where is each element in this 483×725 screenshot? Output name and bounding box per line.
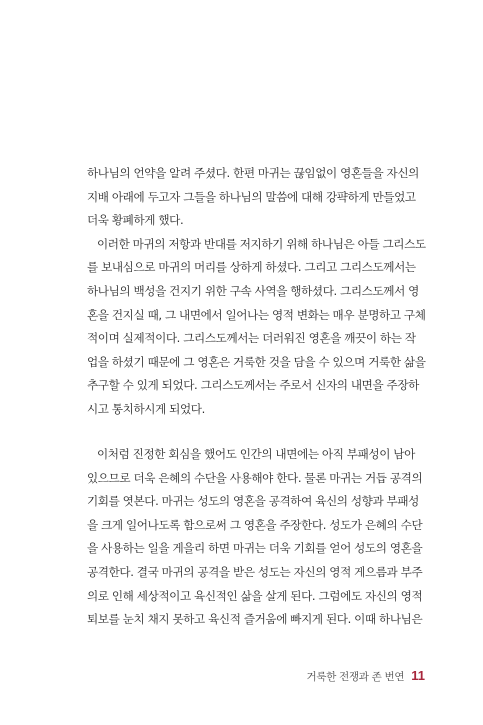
text-line: 퇴보를 눈치 채지 못하고 육신적 즐거움에 빠지게 된다. 이때 하나님은 bbox=[87, 612, 423, 627]
body-text-bottom bbox=[87, 443, 427, 632]
text-line: 더욱 황폐하게 했다. bbox=[87, 213, 184, 228]
text-line: 을 사용하는 일을 게을리 하면 마귀는 더욱 기회를 얻어 성도의 영혼을 bbox=[87, 541, 423, 556]
text-line: 업을 하셨기 때문에 그 영혼은 거룩한 것을 담을 수 있으며 거룩한 삶을 bbox=[87, 354, 426, 369]
text-line: 지배 아래에 두고자 그들을 하나님의 말씀에 대해 강퍅하게 만들었고 bbox=[87, 189, 416, 204]
text-line: 이처럼 진정한 회심을 했어도 인간의 내면에는 아직 부패성이 남아 bbox=[97, 447, 415, 461]
text-line: 의로 인해 세상적이고 육신적인 삶을 살게 된다. 그럼에도 자신의 영적 bbox=[87, 588, 423, 603]
text-line: 적이며 실제적이다. 그리스도께서는 더러워진 영혼을 깨끗이 하는 작 bbox=[87, 331, 416, 346]
body-text-top bbox=[87, 162, 427, 422]
page-footer bbox=[307, 668, 425, 686]
text-line: 있으므로 더욱 은혜의 수단을 사용해야 한다. 물론 마귀는 거듭 공격의 bbox=[87, 470, 423, 485]
text-line: 을 크게 일어나도록 함으로써 그 영혼을 주장한다. 성도가 은혜의 수단 bbox=[87, 517, 423, 532]
text-line: 혼을 건지실 때, 그 내면에서 일어나는 영적 변화는 매우 분명하고 구체 bbox=[87, 307, 426, 322]
text-line: 하나님의 언약을 알려 주셨다. 한편 마귀는 끊임없이 영혼들을 자신의 bbox=[87, 166, 419, 180]
text-line: 하나님의 백성을 건지기 위한 구속 사역을 행하셨다. 그리스도께서 영 bbox=[87, 283, 419, 298]
text-line: 를 보내심으로 마귀의 머리를 상하게 하셨다. 그리고 그리스도께서는 bbox=[87, 260, 416, 275]
running-title: 거룩한 전쟁과 존 번연 bbox=[306, 671, 405, 683]
text-line: 공격한다. 결국 마귀의 공격을 받은 성도는 자신의 영적 게으름과 부주 bbox=[87, 564, 423, 579]
page-number: 11 bbox=[411, 668, 425, 683]
text-line: 추구할 수 있게 되었다. 그리스도께서는 주로서 신자의 내면을 주장하 bbox=[87, 378, 419, 393]
text-line: 이러한 마귀의 저항과 반대를 저지하기 위해 하나님은 아들 그리스도 bbox=[97, 236, 426, 251]
text-line: 시고 통치하시게 되었다. bbox=[87, 401, 205, 416]
text-line: 기회를 엿본다. 마귀는 성도의 영혼을 공격하여 육신의 성향과 부패성 bbox=[87, 494, 419, 509]
